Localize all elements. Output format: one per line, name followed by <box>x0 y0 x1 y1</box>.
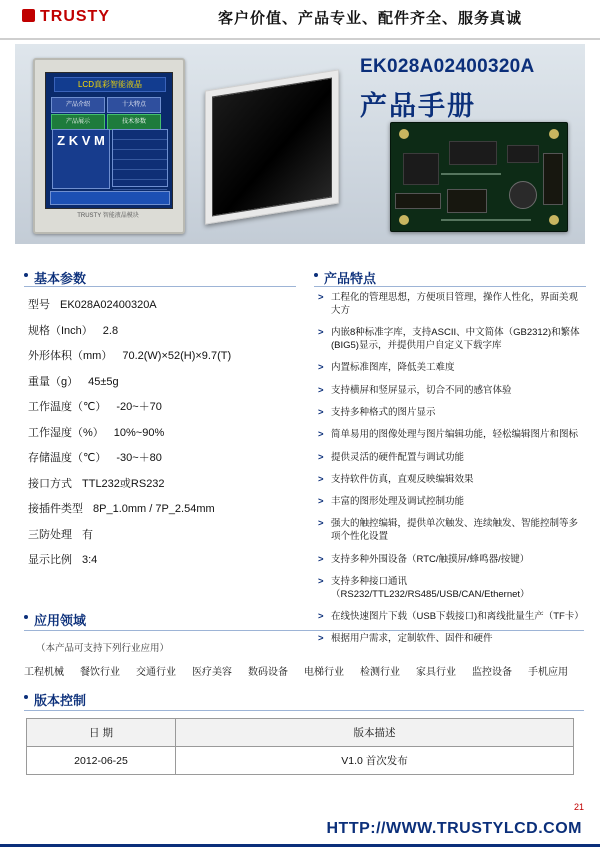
section-rule-features <box>314 286 586 287</box>
pcb-chip <box>403 153 439 185</box>
spec-list <box>28 296 298 577</box>
section-title-basic: 基本参数 <box>34 268 86 287</box>
lcd-demo-bottom-bar <box>50 191 170 205</box>
application-tag: 电梯行业 <box>304 667 344 678</box>
feature-list <box>318 292 586 656</box>
spec-key: 存储温度（℃） <box>28 452 107 464</box>
table-row <box>27 747 574 775</box>
spec-row <box>28 347 298 363</box>
spec-key: 显示比例 <box>28 554 72 566</box>
feature-item: > 内嵌8种标准字库，支持ASCII、中文简体（GB2312)和繁体(BIG5)显示，并提供用户自定义下载字库 <box>318 327 586 353</box>
feature-item: > 支持多种外围设备（RTC/触摸屏/蜂鸣器/按键） <box>318 554 586 567</box>
spec-key: 工作温度（℃） <box>28 401 107 413</box>
lcd-demo-cell: 技术参数 <box>107 114 161 130</box>
spec-row <box>28 526 298 542</box>
pcb-chip <box>449 141 497 165</box>
feature-item: > 工程化的管理思想，方便项目管理，操作人性化，界面美观大方 <box>318 292 586 318</box>
column-header-description: 版本描述 <box>176 719 574 747</box>
spec-value: 3:4 <box>82 554 98 566</box>
spec-row <box>28 322 298 338</box>
product-model: EK028A02400320A <box>360 56 535 77</box>
application-tag-list <box>24 663 584 678</box>
version-table <box>26 718 574 775</box>
application-tag: 医疗美容 <box>192 667 232 678</box>
feature-item: > 在线快速图片下载（USB下载接口)和离线批量生产（TF卡） <box>318 611 586 624</box>
application-tag: 交通行业 <box>136 667 176 678</box>
trusty-logo-icon <box>22 9 35 22</box>
application-tag: 餐饮行业 <box>80 667 120 678</box>
manual-title: 产品手册 <box>360 91 476 121</box>
spec-value: 10%~90% <box>113 426 165 439</box>
spec-value: -20~＋70 <box>116 401 162 413</box>
pcb-battery-holder <box>509 181 537 209</box>
spec-value: 45±5g <box>88 375 119 388</box>
section-rule-version <box>24 710 584 711</box>
feature-item: > 内置标准图库，降低美工难度 <box>318 362 586 375</box>
page-footer <box>0 802 600 848</box>
lcd-demo-letters: Z K V M <box>52 129 110 189</box>
spec-key: 工作湿度（%） <box>28 426 104 439</box>
lcd-demo-grid <box>112 129 168 187</box>
company-slogan: 客户价值、产品专业、配件齐全、服务真诚 <box>218 10 523 27</box>
section-rule-applications <box>24 630 584 631</box>
lcd-screen-demo <box>45 72 173 209</box>
table-header-row <box>27 719 574 747</box>
section-rule-basic <box>24 286 296 287</box>
spec-row <box>28 551 298 567</box>
spec-row <box>28 373 298 389</box>
section-title-version: 版本控制 <box>34 690 86 709</box>
spec-value: -30~＋80 <box>116 452 162 464</box>
spec-key: 型号 <box>28 299 50 311</box>
spec-key: 三防处理 <box>28 528 72 541</box>
spec-row <box>28 500 298 516</box>
spec-row <box>28 449 298 465</box>
lcd-demo-cell: 产品介绍 <box>51 97 105 113</box>
spec-key: 外形体积（mm） <box>28 350 113 362</box>
pcb-card-slot <box>447 189 487 213</box>
column-header-date: 日 期 <box>27 719 176 747</box>
spec-value: EK028A02400320A <box>60 299 157 311</box>
spec-key: 重量（g） <box>28 375 79 388</box>
section-title-applications: 应用领域 <box>34 610 86 629</box>
pcb-chip <box>507 145 539 163</box>
application-tag: 家具行业 <box>416 667 456 678</box>
feature-item: > 根据用户需求，定制软件、固件和硬件 <box>318 633 586 646</box>
panel-glass-surface <box>212 77 332 216</box>
spec-key: 规格（Inch） <box>28 324 93 337</box>
pcb-mount-pad <box>399 129 409 139</box>
spec-value: 8P_1.0mm / 7P_2.54mm <box>93 503 215 515</box>
application-tag: 监控设备 <box>472 667 512 678</box>
feature-item: > 支持软件仿真，直观反映编辑效果 <box>318 474 586 487</box>
feature-item: > 强大的触控编辑，提供单次触发、连续触发、智能控制等多项个性化设置 <box>318 518 586 544</box>
lcd-module-caption: TRUSTY 智能液晶模块 <box>77 213 139 219</box>
page-number: 21 <box>573 802 584 812</box>
feature-item: > 支持横屏和竖屏显示，切合不同的感官体验 <box>318 385 586 398</box>
feature-item: > 支持多种接口通讯（RS232/TTL232/RS485/USB/CAN/Ethernet） <box>318 576 586 602</box>
spec-value: 70.2(W)×52(H)×9.7(T) <box>122 350 232 362</box>
spec-row <box>28 475 298 491</box>
pcb-silkscreen <box>441 173 501 175</box>
pcb-mount-pad <box>549 215 559 225</box>
spec-row <box>28 296 298 312</box>
application-tag: 手机应用 <box>528 667 568 678</box>
feature-item: > 简单易用的图像处理与图片编辑功能，轻松编辑图片和图标 <box>318 429 586 442</box>
spec-key: 接口方式 <box>28 477 72 490</box>
lcd-demo-row-2 <box>50 110 168 131</box>
cell-date: 2012-06-25 <box>27 747 176 775</box>
lcd-demo-cell: 十大特点 <box>107 97 161 113</box>
pcb-mount-pad <box>549 129 559 139</box>
spec-value: TTL232或RS232 <box>82 477 165 490</box>
hero-banner <box>15 44 585 244</box>
lcd-panel-photo <box>205 69 339 224</box>
controller-board-photo <box>390 122 568 232</box>
lcd-module-photo <box>33 58 185 234</box>
spec-value: 2.8 <box>102 324 119 337</box>
brand-logo-text: TRUSTY <box>40 8 110 25</box>
application-note: （本产品可支持下列行业应用） <box>36 643 170 654</box>
feature-item: > 提供灵活的硬件配置与调试功能 <box>318 452 586 465</box>
spec-key: 接插件类型 <box>28 503 83 515</box>
spec-row <box>28 424 298 440</box>
page-header <box>0 0 600 40</box>
lcd-demo-cell: 产品展示 <box>51 114 105 130</box>
pcb-mount-pad <box>399 215 409 225</box>
pcb-silkscreen <box>441 219 531 221</box>
spec-row <box>28 398 298 414</box>
product-title-block <box>360 56 580 123</box>
application-tag: 数码设备 <box>248 667 288 678</box>
feature-item: > 支持多种格式的图片显示 <box>318 407 586 420</box>
cell-description: V1.0 首次发布 <box>176 747 574 775</box>
spec-value: 有 <box>82 528 93 541</box>
lcd-demo-title: LCD真彩智能液晶 <box>54 77 166 92</box>
pcb-connector <box>395 193 441 209</box>
application-tag: 工程机械 <box>24 667 64 678</box>
website-url[interactable]: HTTP://WWW.TRUSTYLCD.COM <box>326 820 582 837</box>
feature-item: > 丰富的图形处理及调试控制功能 <box>318 496 586 509</box>
footer-divider <box>0 844 600 847</box>
application-tag: 检测行业 <box>360 667 400 678</box>
pcb-pin-header <box>543 153 563 205</box>
section-title-features: 产品特点 <box>324 268 376 287</box>
